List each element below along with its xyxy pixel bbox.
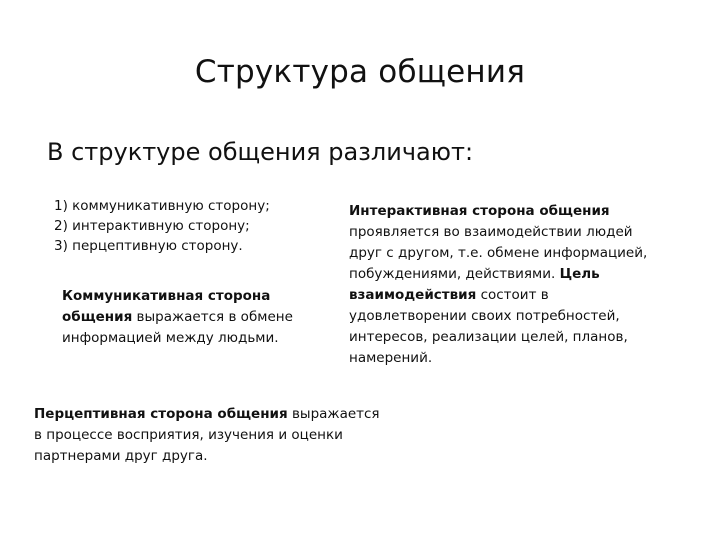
- perceptive-side-text: выражается в процессе восприятия, изучения и оценки партнерами друг друга.: [34, 406, 380, 464]
- communicative-side-text: выражается в обмене информацией между людьми.: [62, 309, 293, 346]
- slide-subtitle: В структуре общения различают:: [47, 138, 474, 166]
- interactive-side-text: проявляется во взаимодействии людей друг с другом, т.е. обмене информацией, побуждениями, действиями.: [349, 224, 648, 282]
- perceptive-side-term: Перцептивная сторона общения: [34, 406, 288, 422]
- interaction-goal-term: Цель взаимодействия: [349, 266, 600, 303]
- perceptive-side-paragraph: [34, 404, 384, 467]
- communicative-side-term: Коммуникативная сторона общения: [62, 288, 271, 325]
- sides-list: [54, 196, 344, 256]
- interactive-side-term: Интерактивная сторона общения: [349, 203, 610, 219]
- interactive-side-paragraph: [349, 201, 659, 369]
- communicative-side-paragraph: [62, 286, 312, 349]
- interaction-goal-text: состоит в удовлетворении своих потребностей, интересов, реализации целей, планов, намерений.: [349, 287, 628, 366]
- slide-title: Структура общения: [194, 54, 526, 90]
- list-item: 2) интерактивную сторону;: [54, 218, 250, 234]
- list-item: 3) перцептивную сторону.: [54, 238, 243, 254]
- list-item: 1) коммуникативную сторону;: [54, 198, 270, 214]
